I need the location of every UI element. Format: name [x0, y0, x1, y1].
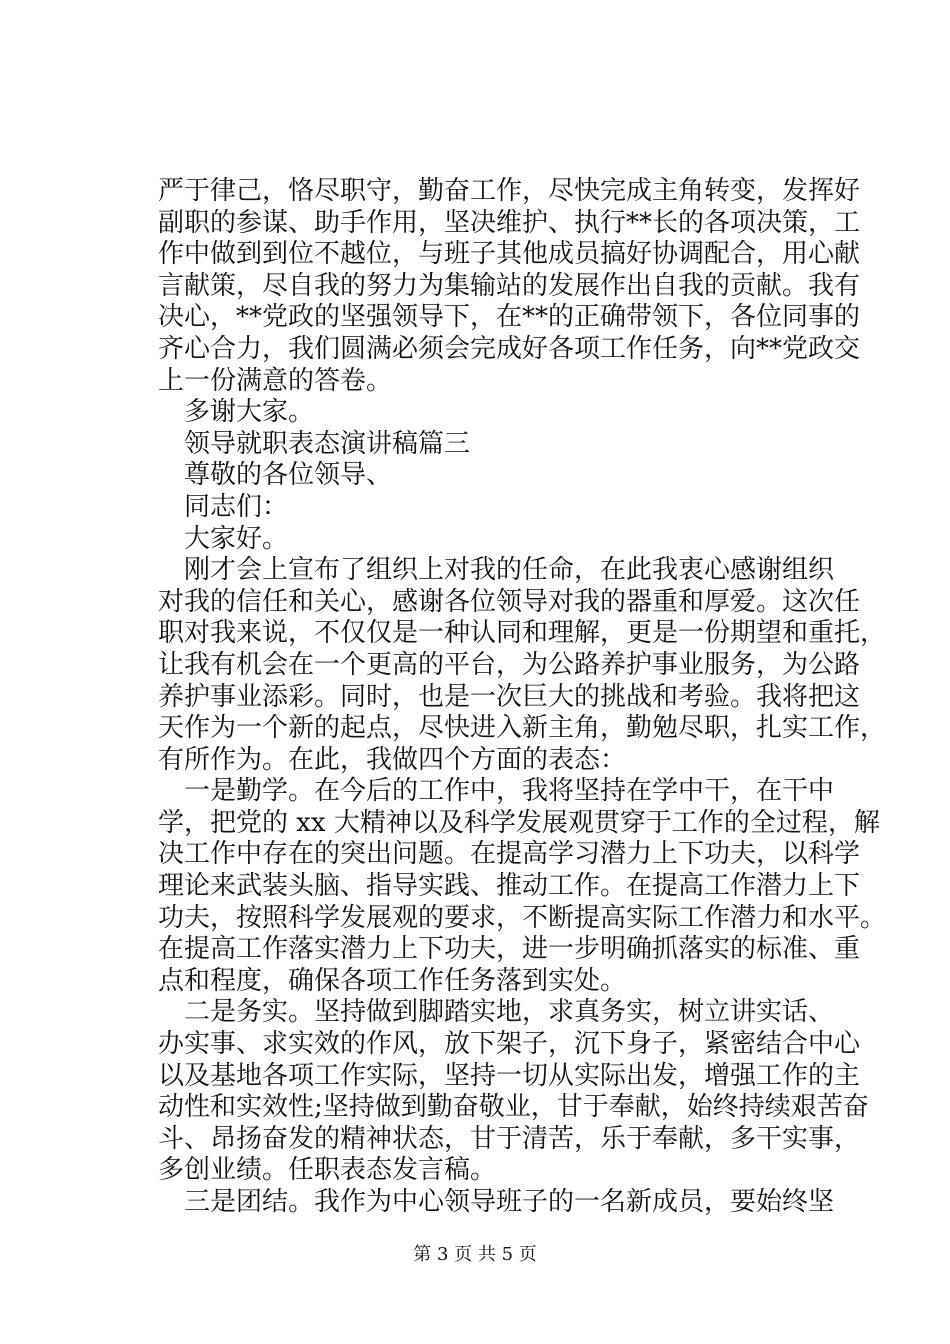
text-line: 动性和实效性;坚持做到勤奋敬业，甘于奉献，始终持续艰苦奋	[158, 1092, 869, 1123]
text-line: 有所作为。在此，我做四个方面的表态：	[158, 744, 627, 775]
text-line: 办实事、求实效的作风，放下架子，沉下身子，紧密结合中心	[158, 1029, 861, 1060]
text-line: 在提高工作落实潜力上下功夫，进一步明确抓落实的标准、重	[158, 934, 861, 965]
text-line: 决心，**党政的坚强领导下，在**的正确带领下，各位同事的	[158, 302, 861, 333]
text-line: 多创业绩。任职表态发言稿。	[158, 1155, 497, 1186]
text-line: 大家好。	[184, 523, 289, 554]
text-line: 副职的参谋、助手作用，坚决维护、执行**长的各项决策，工	[158, 207, 861, 238]
text-line: 理论来武装头脑、指导实践、推动工作。在提高工作潜力上下	[158, 871, 861, 902]
text-line: 点和程度，确保各项工作任务落到实处。	[158, 965, 627, 996]
text-line: 一是勤学。在今后的工作中，我将坚持在学中干，在干中	[184, 776, 835, 807]
text-line: 职对我来说，不仅仅是一种认同和理解，更是一份期望和重托，	[158, 618, 887, 649]
text-line: 对我的信任和关心，感谢各位领导对我的器重和厚爱。这次任	[158, 586, 861, 617]
text-line: 言献策，尽自我的努力为集输站的发展作出自我的贡献。我有	[158, 270, 861, 301]
text-line: 刚才会上宣布了组织上对我的任命，在此我衷心感谢组织	[184, 555, 835, 586]
text-line: 让我有机会在一个更高的平台，为公路养护事业服务，为公路	[158, 649, 861, 680]
text-line: 二是务实。坚持做到脚踏实地，求真务实，树立讲实话、	[184, 997, 835, 1028]
text-line: 严于律己，恪尽职守，勤奋工作，尽快完成主角转变，发挥好	[158, 176, 861, 206]
text-line: 天作为一个新的起点，尽快进入新主角，勤勉尽职，扎实工作，	[158, 713, 887, 744]
text-line: 尊敬的各位领导、	[184, 460, 393, 491]
text-line: 斗、昂扬奋发的精神状态，甘于清苦，乐于奉献，多干实事，	[158, 1123, 861, 1154]
text-line: 决工作中存在的突出问题。在提高学习潜力上下功夫，以科学	[158, 839, 861, 870]
text-line: 养护事业添彩。同时，也是一次巨大的挑战和考验。我将把这	[158, 681, 861, 712]
text-line: 三是团结。我作为中心领导班子的一名新成员，要始终坚	[184, 1187, 835, 1217]
text-line: 功夫，按照科学发展观的要求，不断提高实际工作潜力和水平。	[158, 902, 887, 933]
page-footer: 第 3 页 共 5 页	[413, 1244, 537, 1265]
text-line: 领导就职表态演讲稿篇三	[184, 428, 471, 459]
document-body	[158, 176, 887, 1219]
text-line: 同志们：	[184, 491, 289, 522]
text-line: 以及基地各项工作实际，坚持一切从实际出发，增强工作的主	[158, 1060, 861, 1091]
text-line: 多谢大家。	[184, 397, 315, 428]
text-line: 学，把党的 xx 大精神以及科学发展观贯穿于工作的全过程，解	[158, 807, 880, 838]
text-line: 上一份满意的答卷。	[158, 365, 393, 396]
text-line: 作中做到到位不越位，与班子其他成员搞好协调配合，用心献	[158, 239, 861, 270]
text-line: 齐心合力，我们圆满必须会完成好各项工作任务，向**党政交	[158, 333, 861, 364]
